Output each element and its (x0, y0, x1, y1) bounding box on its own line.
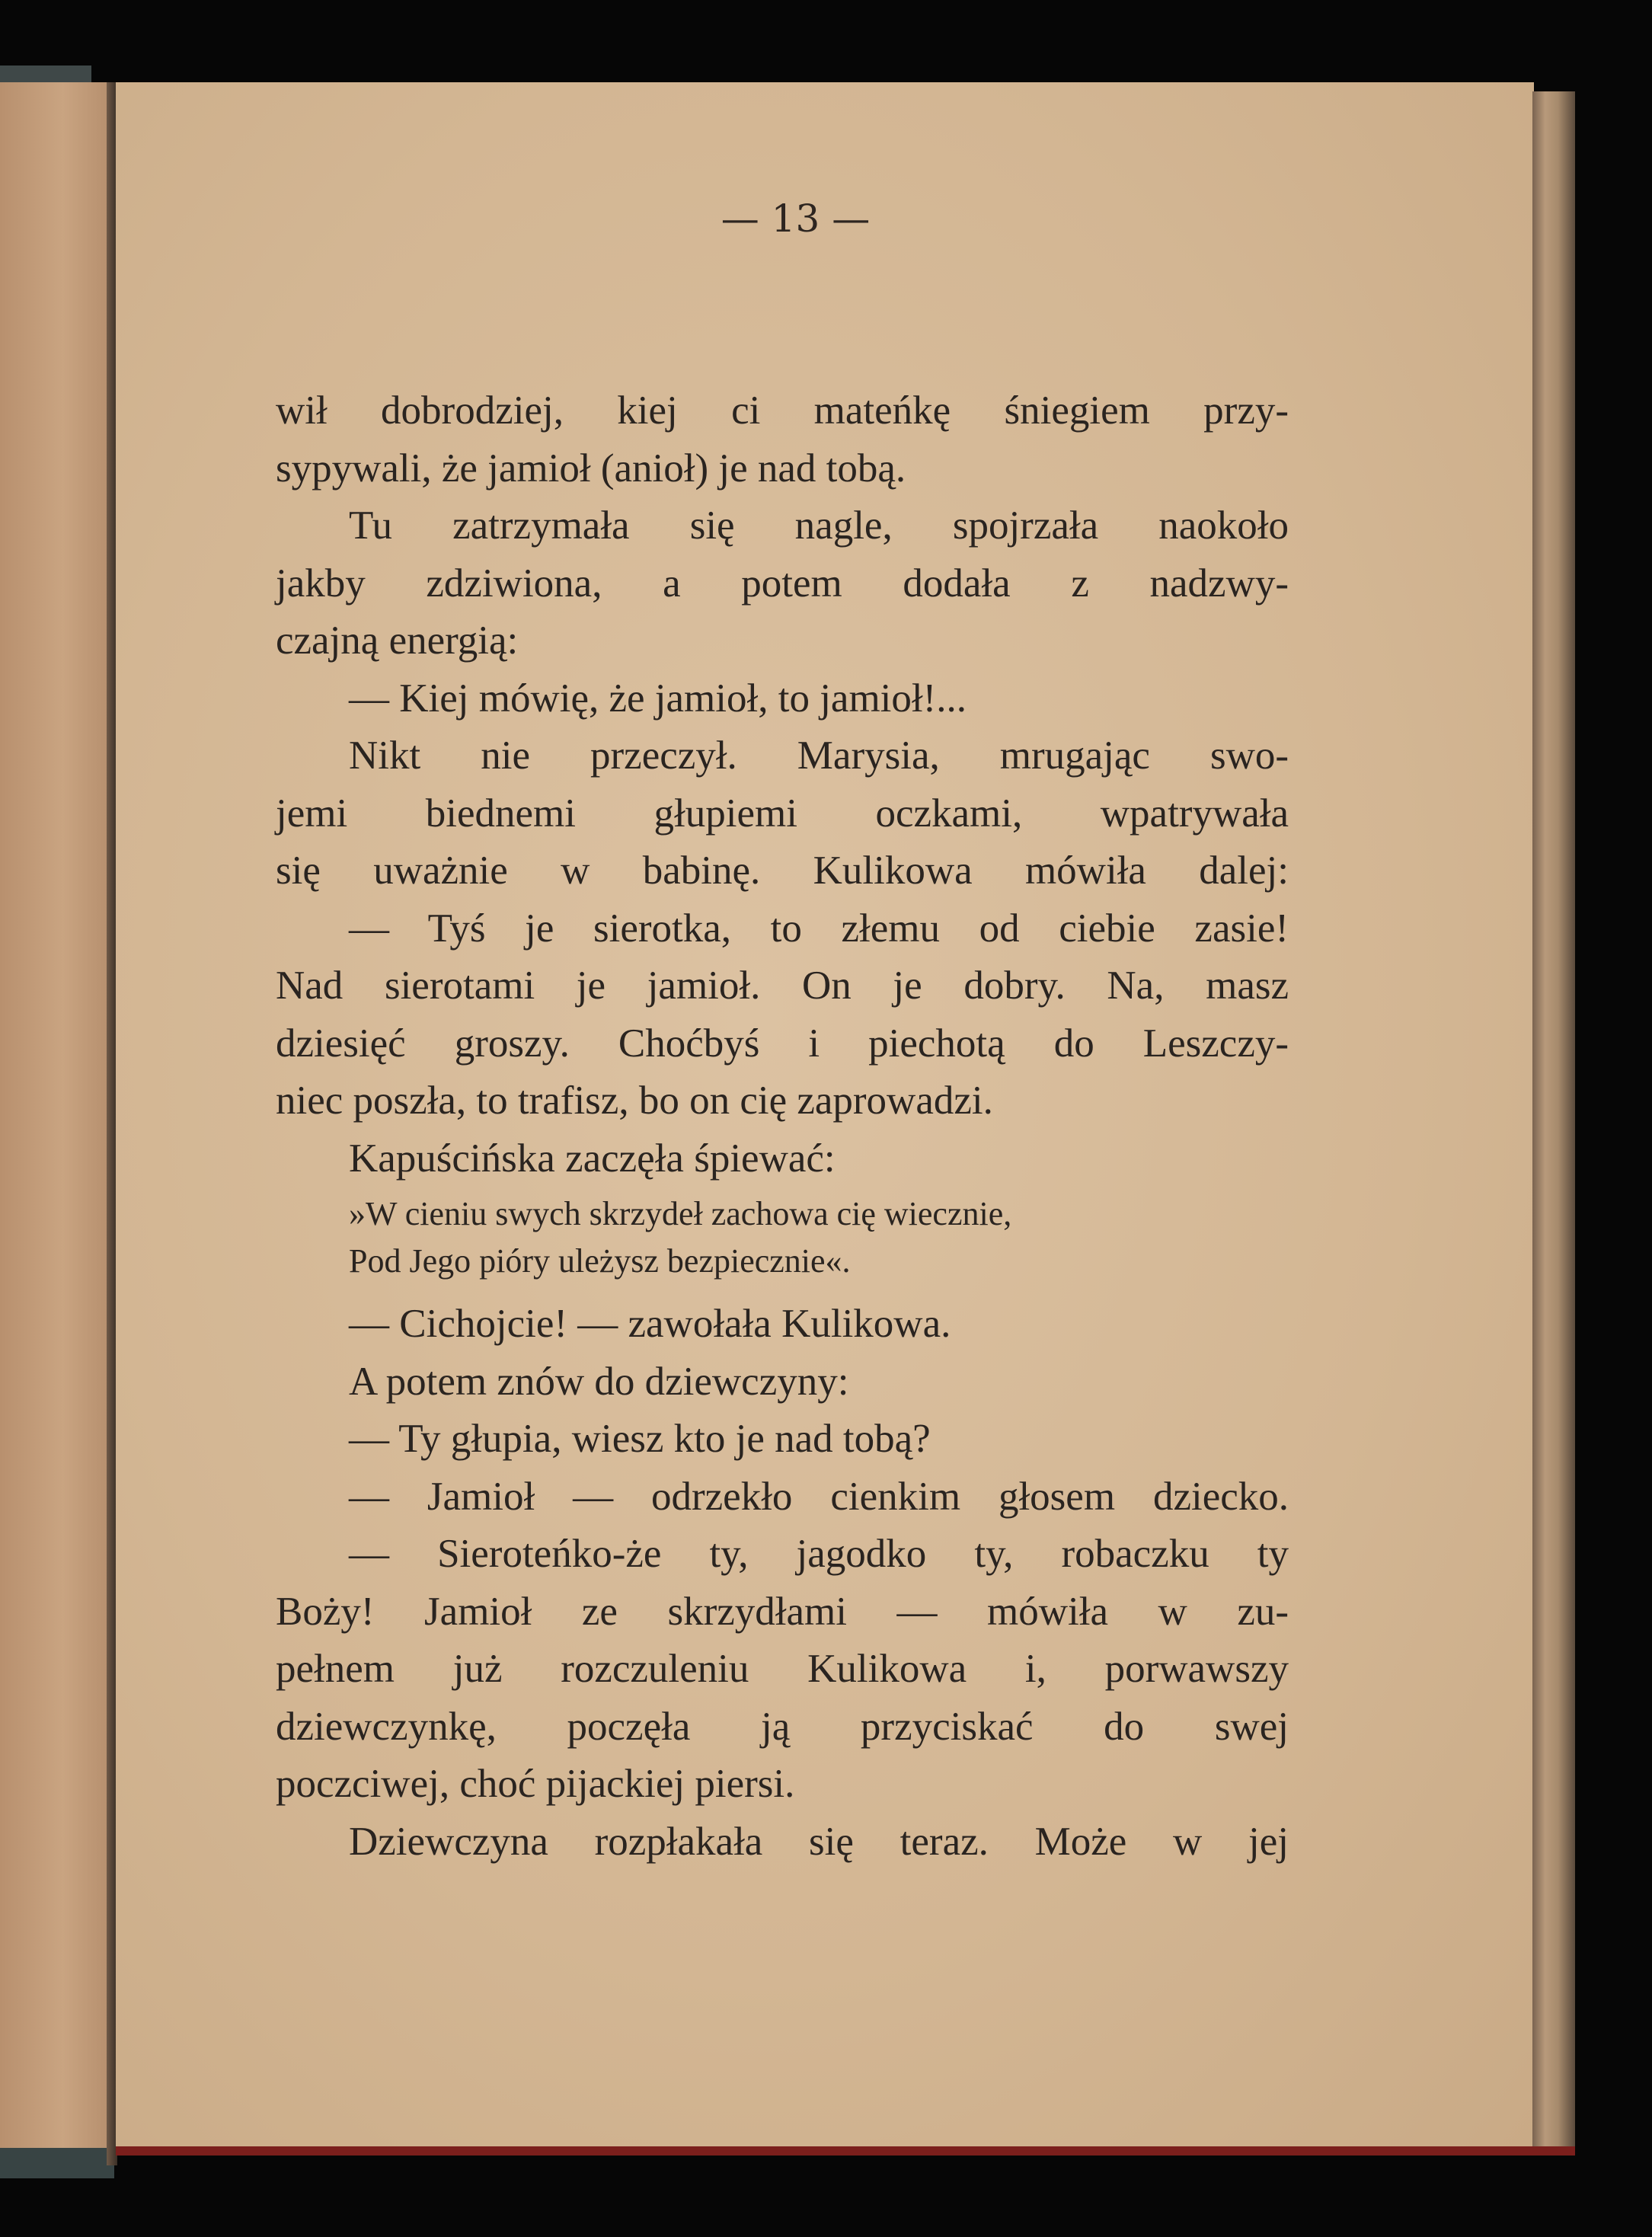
page-number: — 13 — (721, 197, 871, 241)
text-line: niec poszła, to trafisz, bo on cię zaprowadzi. (276, 1079, 993, 1123)
text-line: jemi biednemi głupiemi oczkami, wpatrywała (276, 791, 1289, 836)
text-line: — Sieroteńko-że ty, jagodko ty, robaczku ty (349, 1532, 1289, 1576)
paragraphs-before-poem (276, 382, 1289, 1187)
text-line: — Cichojcie! — zawołała Kulikowa. (349, 1302, 951, 1346)
bottom-cover-edge (116, 2146, 1575, 2156)
page-text (276, 382, 1289, 1871)
text-line: A potem znów do dziewczyny: (349, 1359, 849, 1404)
poem-quote (276, 1190, 1289, 1285)
text-line: dziewczynkę, poczęła ją przyciskać do swej (276, 1704, 1289, 1749)
text-line: poczciwej, choć pijackiej piersi. (276, 1762, 795, 1806)
text-line: się uważnie w babinę. Kulikowa mówiła dalej: (276, 848, 1289, 893)
poem-line: Pod Jego pióry uleżysz bezpiecznie«. (349, 1242, 851, 1280)
right-page-stack-edge (1532, 91, 1575, 2148)
paragraphs-after-poem (276, 1296, 1289, 1871)
text-line: sypywali, że jamioł (anioł) je nad tobą. (276, 446, 906, 491)
text-line: Kapuścińska zaczęła śpiewać: (349, 1136, 836, 1181)
poem-line: »W cieniu swych skrzydeł zachowa cię wiecznie, (349, 1195, 1012, 1232)
text-line: Nikt nie przeczył. Marysia, mrugając swo- (349, 733, 1289, 778)
text-line: — Tyś je sierotka, to złemu od ciebie zasie! (349, 906, 1289, 951)
text-line: — Ty głupia, wiesz kto je nad tobą? (349, 1417, 931, 1461)
text-line: Dziewczyna rozpłakała się teraz. Może w jej (349, 1819, 1289, 1864)
text-line: dziesięć groszy. Choćbyś i piechotą do Leszczy- (276, 1021, 1289, 1066)
left-cover-bottom-edge (0, 2148, 114, 2178)
text-line: pełnem już rozczuleniu Kulikowa i, porwawszy (276, 1647, 1289, 1691)
text-line: czajną energią: (276, 618, 519, 663)
text-line: wił dobrodziej, kiej ci mateńkę śniegiem przy- (276, 388, 1289, 433)
text-line: jakby zdziwiona, a potem dodała z nadzwy- (276, 561, 1289, 606)
text-line: Tu zatrzymała się nagle, spojrzała naokoło (349, 503, 1289, 548)
text-line: Nad sierotami je jamioł. On je dobry. Na, masz (276, 964, 1289, 1008)
text-line: — Kiej mówię, że jamioł, to jamioł!... (349, 676, 967, 721)
text-line: Boży! Jamioł ze skrzydłami — mówiła w zu- (276, 1589, 1289, 1634)
text-line: — Jamioł — odrzekło cienkim głosem dziecko. (349, 1474, 1289, 1519)
left-cover-edge (0, 66, 91, 84)
left-page-edge (0, 82, 114, 2165)
